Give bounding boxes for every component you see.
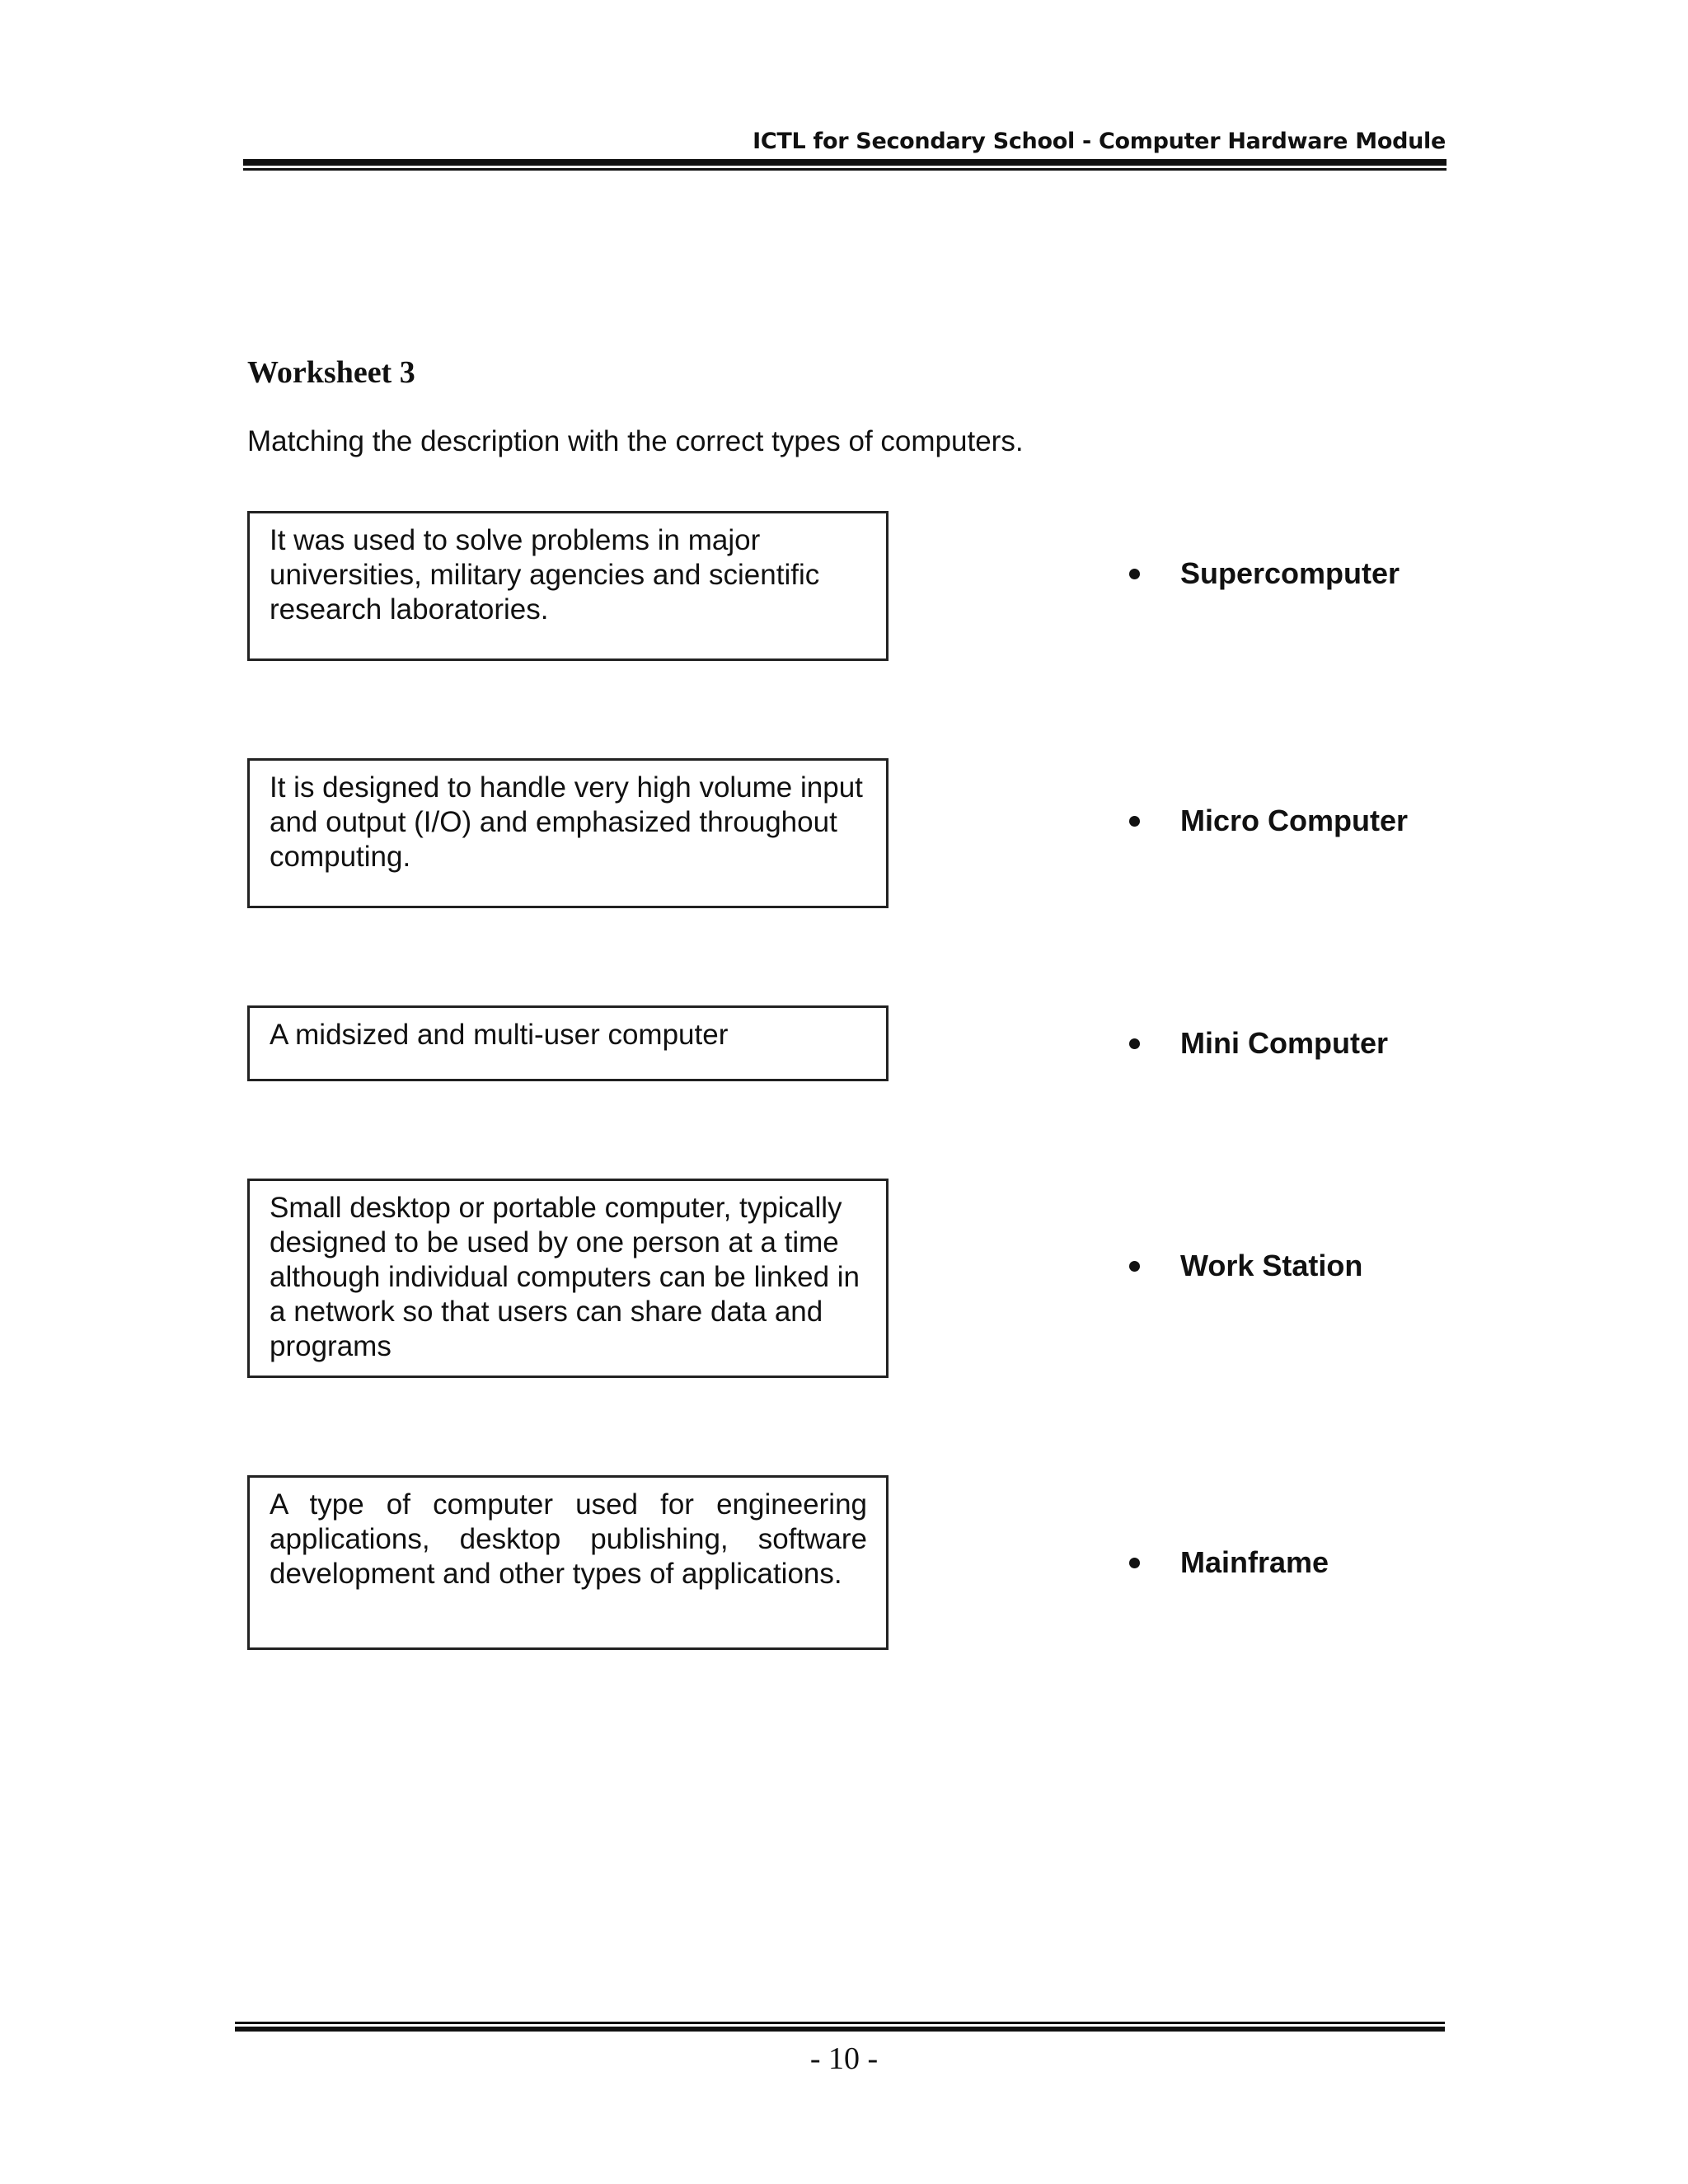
- option-mainframe: [1129, 1545, 1329, 1580]
- description-5-text: A type of computer used for engineering applications, desktop publishing, software development and other types of applications.: [270, 1488, 867, 1590]
- option-label: Work Station: [1180, 1249, 1363, 1282]
- worksheet-title: Worksheet 3: [247, 355, 415, 390]
- option-mini-computer: [1129, 1026, 1388, 1061]
- footer-rule: [235, 2022, 1445, 2032]
- page-number: - 10 -: [809, 2041, 879, 2076]
- worksheet-instruction: Matching the description with the correct types of computers.: [247, 425, 1024, 457]
- bullet-icon: [1129, 816, 1140, 827]
- option-label: Mini Computer: [1180, 1026, 1388, 1060]
- option-work-station: [1129, 1249, 1362, 1283]
- bullet-icon: [1129, 1558, 1140, 1568]
- description-box-5: [247, 1475, 889, 1650]
- bullet-icon: [1129, 569, 1140, 579]
- option-label: Supercomputer: [1180, 556, 1400, 590]
- option-label: Micro Computer: [1180, 804, 1409, 837]
- description-box-1: It was used to solve problems in major universities, military agencies and scientific research laboratories.: [247, 511, 889, 661]
- description-box-3: A midsized and multi-user computer: [247, 1005, 889, 1081]
- description-box-4: Small desktop or portable computer, typically designed to be used by one person at a time although individual computers can be linked in a network so that users can share data and programs: [247, 1179, 889, 1378]
- bullet-icon: [1129, 1038, 1140, 1049]
- option-micro-computer: [1129, 804, 1408, 838]
- description-box-2: It is designed to handle very high volume input and output (I/O) and emphasized throughout computing.: [247, 758, 889, 908]
- header-title: ICTL for Secondary School - Computer Hardware Module: [753, 129, 1446, 154]
- option-label: Mainframe: [1180, 1545, 1329, 1579]
- option-supercomputer: [1129, 556, 1400, 591]
- header-rule: [243, 159, 1447, 171]
- bullet-icon: [1129, 1261, 1140, 1272]
